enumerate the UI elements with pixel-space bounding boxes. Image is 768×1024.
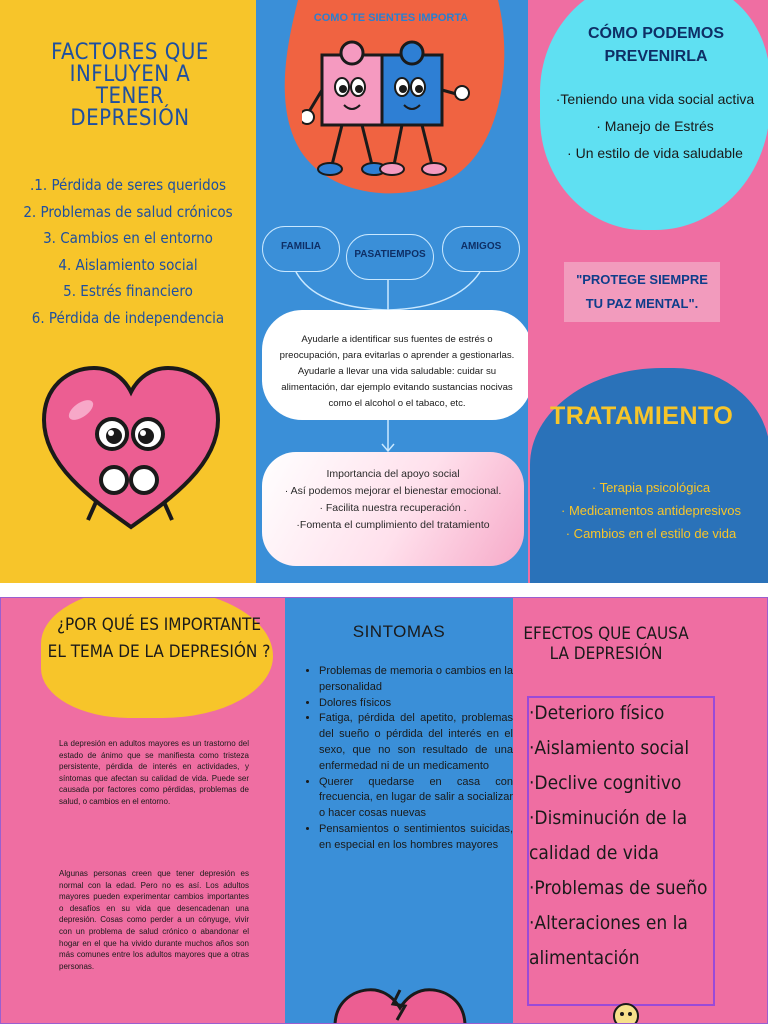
effect-item: ·Problemas de sueño [529,877,708,899]
support-card [262,452,524,566]
symptom-item: • Problemas de memoria o cambios en la personalidad [319,664,513,696]
prevention-list [550,86,760,167]
support-panel [256,0,528,583]
effects-title: EFECTOS QUE CAUSA LA DEPRESIÓN [523,624,689,664]
effects-list [529,696,719,976]
effect-item: ·Declive cognitivo [529,772,682,794]
symptoms-panel [285,598,513,1024]
treatment-list [532,476,768,545]
quote-text: "PROTEGE SIEMPRE TU PAZ MENTAL". [576,272,708,311]
factor-item: 4. Aislamiento social [58,255,198,274]
symptom-item: • Fatiga, pérdida del apetito, problemas del sueño o pérdida del interés en el sexo, que no son resultado de una enfermedad ni de un medicamento [319,711,513,774]
factor-item: 2. Problemas de salud crónicos [23,202,233,221]
factors-list [0,172,256,331]
prevention-title: CÓMO PODEMOS PREVENIRLA [587,25,724,65]
factor-item: 5. Estrés financiero [63,282,193,300]
effect-item: ·Deterioro físico [529,702,665,724]
prevention-item: ·Teniendo una vida social activa [555,91,755,107]
advice-text: Ayudarle a identificar sus fuentes de estrés o preocupación, para evitarlas o aprender a gestionarlas. Ayudarle a llevar una vida saludable: cuidar su alimentación, dar ejemplo evitando sustancias nocivas como el alcohol o el tabaco, etc. [279,334,515,409]
prevention-panel [528,0,768,583]
bubble-hobbies: PASATIEMPOS [346,234,434,280]
effects-panel [513,598,768,1024]
broken-heart-icon [325,986,475,1024]
prevention-item: · Manejo de Estrés [596,118,714,134]
page-divider [0,583,768,597]
bottom-brochure [0,597,768,1024]
support-item: · Así podemos mejorar el bienestar emocional. [284,485,502,497]
bubble-friends: AMIGOS [442,226,520,272]
treatment-item: · Cambios en el estilo de vida [565,526,737,541]
importance-title: ¿POR QUÉ ES IMPORTANTE EL TEMA DE LA DEPRESIÓN ? [47,615,271,662]
symptom-item: • Querer quedarse en casa con frecuencia, en lugar de salir a socializar o hacer cosas nuevas [319,775,513,822]
effect-item: ·Aislamiento social [529,737,690,759]
feelings-title: COMO TE SIENTES IMPORTA [313,12,469,24]
treatment-title: TRATAMIENTO [550,402,734,430]
down-arrow [380,420,396,454]
puzzle-characters-illustration [302,35,482,190]
effect-item: ·Alteraciones en la alimentación [529,912,688,969]
symptoms-title: SINTOMAS [352,622,446,641]
importance-panel [1,598,285,1024]
symptom-item: • Dolores físicos [319,696,513,712]
effect-item: ·Disminución de la calidad de vida [529,807,688,864]
factor-item: .1. Pérdida de seres queridos [30,176,226,194]
factor-item: 6. Pérdida de independencia [31,308,225,327]
factors-title: FACTORES QUE INFLUYEN A TENER DEPRESIÓN [51,40,209,131]
prevention-item: · Un estilo de vida saludable [567,145,743,161]
factors-panel [0,0,256,583]
importance-para-1: La depresión en adultos mayores es un trastorno del estado de ánimo que se manifiesta como tristeza persistente, pérdida de interés en actividades, y síntomas que afectan su calidad de vida. Puede ser causada por factores como pérdidas, problemas de salud, o cambios en el entorno. [59,739,249,806]
bubble-family: FAMILIA [262,226,340,272]
advice-card [262,310,528,420]
treatment-item: · Medicamentos antidepresivos [561,503,741,518]
treatment-item: · Terapia psicológica [591,480,711,495]
importance-para-2: Algunas personas creen que tener depresión es normal con la edad. Pero no es así. Los adultos mayores pueden experimentar cambios importantes o desafíos en su vida que desencadenan una depresión. Cosas como perder a un cónyuge, vivir con un problema de salud crónico o abandonar el hogar en el que ha vivido durante muchos años son más comunes entre los adultos mayores que a otras personas. [59,869,249,971]
emoji-face-icon [611,1000,641,1024]
symptom-item: • Pensamientos o sentimientos suicidas, en especial en los hombres mayores [319,822,513,854]
support-title: Importancia del apoyo social [326,468,460,480]
support-item: ·Fomenta el cumplimiento del tratamiento [296,519,490,531]
quote-box [564,262,720,322]
support-item: · Facilita nuestra recuperación . [319,502,467,514]
symptoms-list [299,664,513,854]
heart-character-illustration [36,362,226,532]
factor-item: 3. Cambios en el entorno [43,229,213,247]
